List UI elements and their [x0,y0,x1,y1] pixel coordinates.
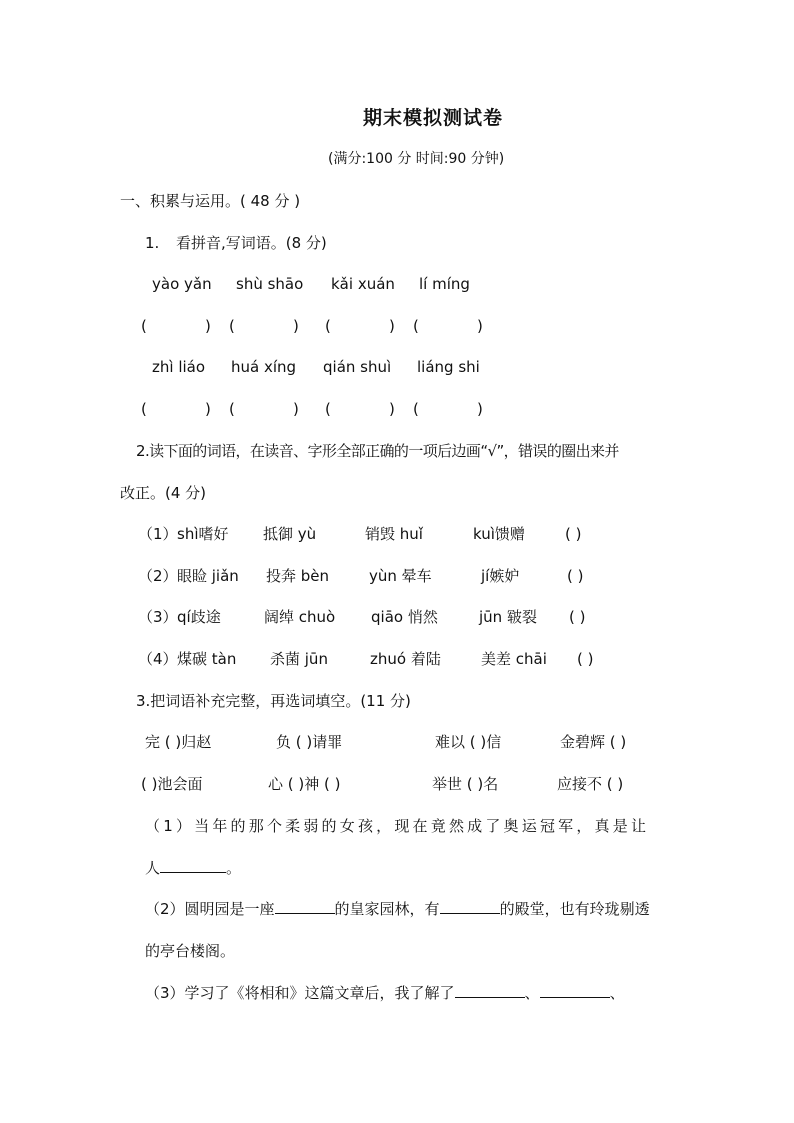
answer-paren-open: ( [229,400,235,418]
q3-prompt: 3.把词语补充完整，再选词填空。(11 分) [136,692,411,710]
fill-blank[interactable] [540,983,610,998]
word: 投奔 bèn [266,567,330,585]
sentence-2-cont: 的亭台楼阁。 [145,942,236,960]
sentence-text: 、 [609,984,625,1002]
word: 阔绰 chuò [264,608,336,626]
answer-paren-open: ( [229,317,235,335]
pinyin: lí míng [419,275,470,293]
sentence-1-cont [145,858,241,878]
q1-prompt: 看拼音,写词语。(8 分) [176,234,327,252]
sentence-text: 、 [524,984,540,1002]
answer-paren-open: ( [141,400,147,418]
idiom-blank: 举世 ( )名 [432,775,499,793]
pinyin: huá xíng [231,358,297,376]
sentence-2 [145,899,650,919]
answer-parens: ( ) [569,608,586,626]
word: shì嗜好 [177,525,229,543]
answer-paren-open: ( [141,317,147,335]
word: jūn 皲裂 [479,608,537,626]
idiom-blank: 难以 ( )信 [435,733,502,751]
word: qí歧途 [177,608,221,626]
idiom-blank: 负 ( )请罪 [276,733,343,751]
pinyin: kǎi xuán [331,275,395,293]
q1-number: 1. [145,234,160,252]
word: 杀菌 jūn [270,650,328,668]
answer-paren-open: ( [413,400,419,418]
sentence-text: 的殿堂，也有玲珑剔透 [499,900,650,918]
idiom-blank: ( )池会面 [141,775,203,793]
word: zhuó 着陆 [370,650,441,668]
answer-paren-open: ( [325,317,331,335]
fill-blank[interactable] [440,899,500,914]
answer-paren-close: ) [389,317,395,335]
word: 抵御 yù [263,525,317,543]
answer-paren-open: ( [413,317,419,335]
word: 煤碳 tàn [177,650,237,668]
word: 销毁 huǐ [365,525,423,543]
answer-paren-close: ) [389,400,395,418]
sentence-text: （3）学习了《将相和》这篇文章后，我了解了 [145,984,455,1002]
word: 眼睑 jiǎn [177,567,239,585]
item-label: （4） [138,650,178,668]
section-heading: 一、积累与运用。( 48 分 ) [120,192,301,210]
q2-prompt-cont: 改正。(4 分) [120,484,207,502]
fill-blank[interactable] [160,858,226,873]
sentence-text: 的皇家园林，有 [334,900,440,918]
answer-parens: ( ) [577,650,594,668]
pinyin: zhì liáo [152,358,206,376]
answer-paren-close: ) [477,400,483,418]
answer-paren-open: ( [325,400,331,418]
pinyin: liáng shi [417,358,480,376]
fill-blank[interactable] [275,899,335,914]
item-label: （2） [138,567,178,585]
page-title: 期末模拟测试卷 [363,107,504,129]
answer-paren-close: ) [293,400,299,418]
answer-parens: ( ) [567,567,584,585]
word: 美差 chāi [481,650,547,668]
idiom-blank: 金碧辉 ( ) [560,733,627,751]
item-label: （1） [138,525,178,543]
word: jí嫉妒 [481,567,520,585]
sentence-text: 。 [226,859,242,877]
answer-paren-close: ) [205,317,211,335]
item-label: （3） [138,608,178,626]
answer-parens: ( ) [565,525,582,543]
fill-blank[interactable] [455,983,525,998]
pinyin: yào yǎn [152,275,212,293]
answer-paren-close: ) [205,400,211,418]
pinyin: shù shāo [236,275,304,293]
idiom-blank: 心 ( )神 ( ) [268,775,341,793]
word: qiāo 悄然 [371,608,438,626]
idiom-blank: 应接不 ( ) [557,775,624,793]
word: kuì馈赠 [473,525,525,543]
idiom-blank: 完 ( )归赵 [145,733,212,751]
answer-paren-close: ) [293,317,299,335]
sentence-text: （2）圆明园是一座 [145,900,275,918]
sentence-3 [145,983,625,1003]
answer-paren-close: ) [477,317,483,335]
word: yùn 晕车 [369,567,432,585]
pinyin: qián shuì [323,358,392,376]
sentence-1: （1）当年的那个柔弱的女孩，现在竟然成了奥运冠军，真是让 [145,817,650,835]
page-subtitle: (满分:100 分 时间:90 分钟) [328,151,505,167]
sentence-text: 人 [145,859,161,877]
q2-prompt: 2.读下面的词语，在读音、字形全部正确的一项后边画“√”，错误的圈出来并 [136,442,619,460]
